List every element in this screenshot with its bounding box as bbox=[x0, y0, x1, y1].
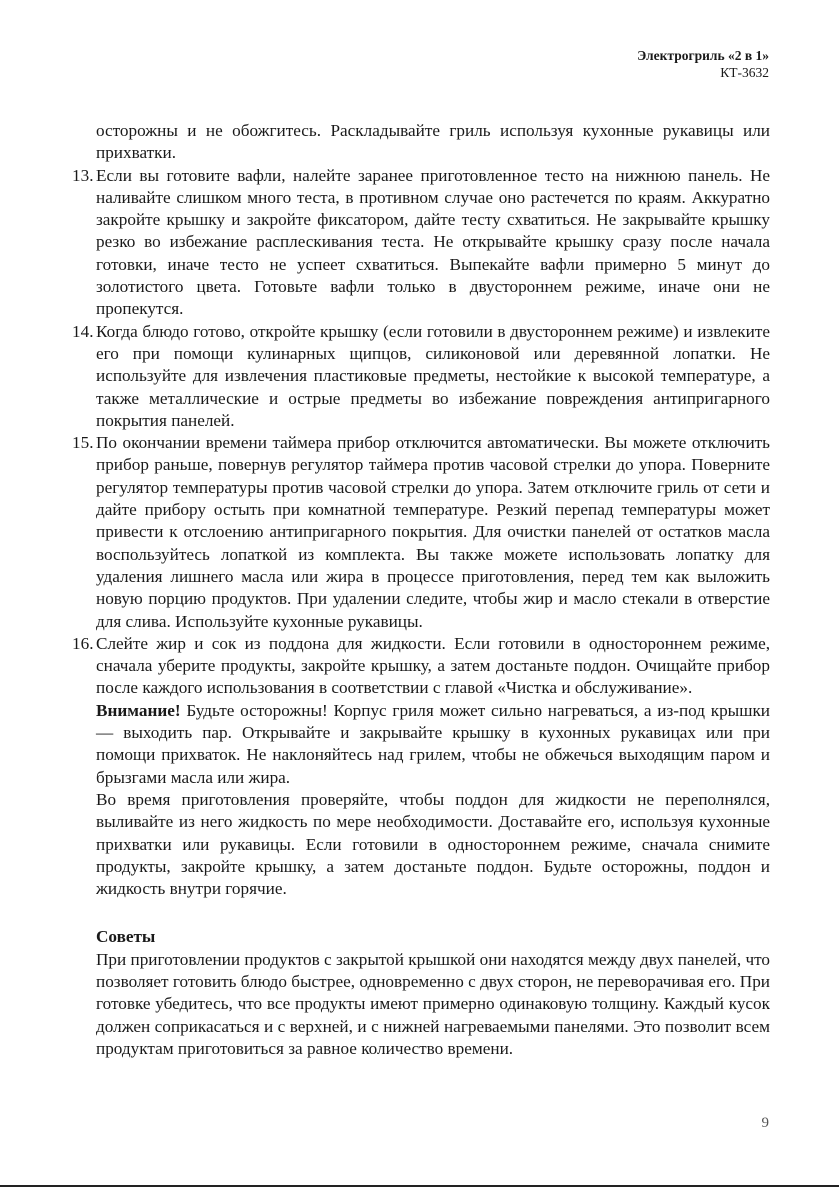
product-title: Электрогриль «2 в 1» bbox=[637, 48, 769, 63]
warning-text: Будьте осторожны! Корпус гриля может сильно нагреваться, а из-под крышки — выходить пар. Открывайте и закрывайте крышку в кухонных рукавицах или при помощи прихваток. Не наклоняйтесь над грилем, чтобы не обжечься выходящим паром и брызгами масла или жира. bbox=[96, 700, 770, 787]
item-text: Слейте жир и сок из поддона для жидкости. Если готовили в одностороннем режиме, сначала уберите продукты, закройте крышку, а затем достаньте поддон. Очищайте прибор после каждого использования в соответствии с главой «Чистка и обслуживание». bbox=[96, 633, 770, 698]
warning-label: Внимание! bbox=[96, 700, 181, 720]
item-number: 14. bbox=[72, 321, 94, 341]
item-number: 15. bbox=[72, 433, 94, 453]
tips-text: При приготовлении продуктов с закрытой крышкой они находятся между двух панелей, что позволяет готовить блюдо быстрее, одновременно с двух сторон, не переворачивая его. При готовке убедитесь, что все продукты имеют примерно одинаковую толщину. Каждый кусок должен соприкасаться и с верхней, и с нижней нагреваемыми панелями. Это позволит всем продуктам приготовиться за равное количество времени. bbox=[96, 949, 770, 1058]
item-text: Если вы готовите вафли, налейте заранее приготовленное тесто на нижнюю панель. Не наливайте слишком много теста, в противном случае оно растечется по краям. Аккуратно закройте крышку и закройте фиксатором, дайте тесту схватиться. Не закрывайте крышку резко во избежание расплескивания теста. Не открывайте крышку сразу после начала готовки, иначе тесто не успеет схватиться. Выпекайте вафли примерно 5 минут до золотистого цвета. Готовьте вафли только в двустороннем режиме, иначе они не пропекутся. bbox=[96, 165, 770, 319]
item-number: 13. bbox=[72, 165, 94, 185]
list-item-13 bbox=[72, 165, 770, 321]
continued-paragraph: осторожны и не обожгитесь. Раскладывайте гриль используя кухонные рукавицы или прихватки. bbox=[96, 121, 770, 163]
bottom-rule bbox=[0, 1185, 839, 1187]
list-item-16 bbox=[72, 633, 770, 901]
model-number: КТ-3632 bbox=[720, 65, 769, 80]
extra-paragraph: Во время приготовления проверяйте, чтобы поддон для жидкости не переполнялся, выливайте из него жидкость по мере необходимости. Доставайте его, используя кухонные прихватки или рукавицы. Если готовили в одностороннем режиме, сначала снимите продукты, закройте крышку, а затем достаньте поддон. Будьте осторожны, поддон и жидкость внутри горячие. bbox=[96, 789, 770, 899]
list-item-14 bbox=[72, 321, 770, 432]
item-number: 16. bbox=[72, 633, 94, 653]
warning-paragraph bbox=[96, 700, 770, 789]
tips-section bbox=[72, 949, 770, 1060]
list-item-15 bbox=[72, 432, 770, 633]
item-text: По окончании времени таймера прибор отключится автоматически. Вы можете отключить прибор раньше, повернув регулятор таймера против часовой стрелки до упора. Поверните регулятор температуры против часовой стрелки до упора. Затем отключите гриль от сети и дайте прибору остыть при комнатной температуре. Резкий перепад температуры может привести к отслоению антипригарного покрытия. Для очистки панелей от остатков масла воспользуйтесь лопаткой из комплекта. Вы также можете использовать лопатку для удаления лишнего масла или жира в процессе приготовления, перед тем как выложить новую порцию продуктов. При удалении следите, чтобы жир и масло стекали в отверстие для слива. Используйте кухонные рукавицы. bbox=[96, 433, 770, 631]
page-content bbox=[72, 120, 770, 1060]
page-number: 9 bbox=[761, 1115, 769, 1131]
page-header bbox=[637, 47, 769, 81]
tips-heading: Советы bbox=[96, 927, 156, 947]
item-text: Когда блюдо готово, откройте крышку (если готовили в двустороннем режиме) и извлеките его при помощи кулинарных щипцов, силиконовой или деревянной лопатки. Не используйте для извлечения пластиковые предметы, нестойкие к высокой температуре, а также металлические и острые предметы во избежание повреждения антипригарного покрытия панелей. bbox=[96, 321, 770, 430]
